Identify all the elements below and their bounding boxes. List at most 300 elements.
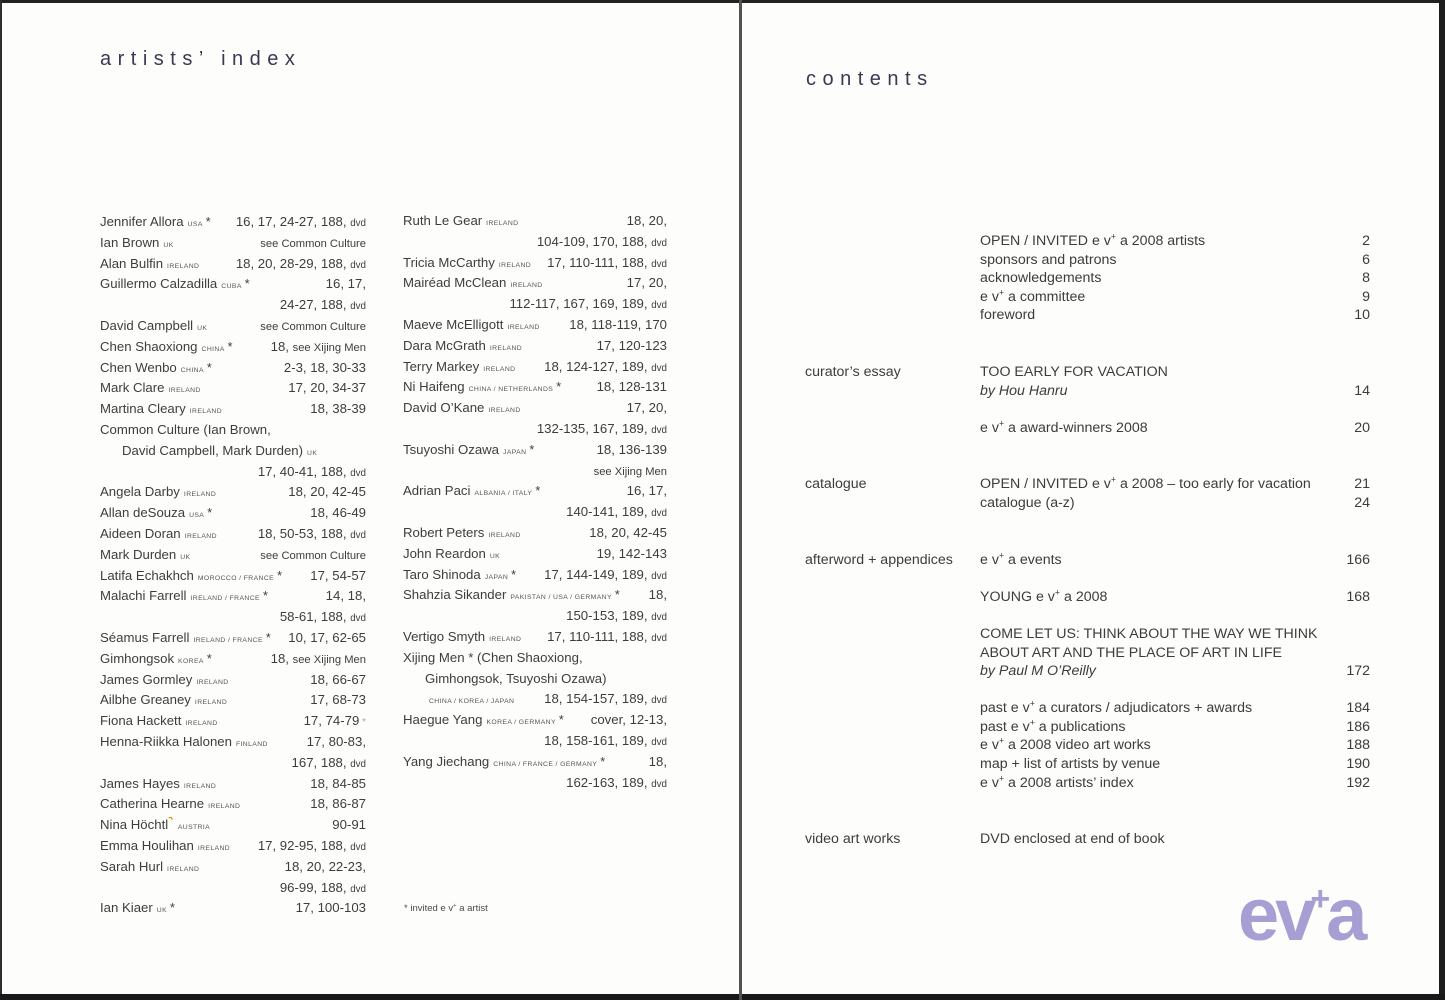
page-refs: 18, see Xijing Men xyxy=(270,338,366,354)
index-line xyxy=(403,255,667,276)
index-line xyxy=(100,859,366,880)
index-line xyxy=(100,900,366,921)
toc-page-number: 186 xyxy=(1346,718,1370,735)
index-line xyxy=(403,296,667,317)
page-refs: 140-141, 189, dvd xyxy=(566,504,667,520)
page-refs: 18, 128-131 xyxy=(596,379,667,395)
page-refs: see Common Culture xyxy=(260,320,366,333)
artist-country: USA xyxy=(187,221,203,228)
index-line-left xyxy=(100,276,250,291)
page-refs: 16, 17, 24-27, 188, dvd xyxy=(235,214,366,229)
index-line xyxy=(100,713,366,734)
artist-country: MOROCCO / FRANCE xyxy=(197,574,275,582)
toc-entry-text: e v+ a 2008 artists’ index xyxy=(980,772,1134,791)
index-line-left xyxy=(403,255,531,270)
toc-spacer xyxy=(805,606,1372,625)
index-line xyxy=(100,588,366,609)
toc-row xyxy=(980,232,1372,251)
invited-star: * xyxy=(558,713,564,728)
artist-country: UK xyxy=(163,241,174,249)
toc-page-number: 192 xyxy=(1346,774,1370,791)
page-refs: 17, 110-111, 188, dvd xyxy=(547,254,667,270)
contents-list xyxy=(805,232,1372,849)
index-line-left xyxy=(100,422,271,437)
artist-country: IRELAND xyxy=(208,803,241,811)
page-refs: 24-27, 188, dvd xyxy=(279,297,366,313)
artist-name: Xijing Men * (Chen Shaoxiong, xyxy=(403,649,583,665)
toc-entry-text: TOO EARLY FOR VACATION xyxy=(980,363,1168,380)
index-line xyxy=(100,380,366,401)
page-refs: 17, 80-83, xyxy=(306,733,366,749)
page-refs: 17, 20, xyxy=(626,400,667,416)
page-refs: 17, 54-57 xyxy=(310,567,366,583)
toc-row xyxy=(980,662,1372,681)
index-line xyxy=(100,339,366,360)
invited-star: * xyxy=(262,589,268,604)
artist-name: Guillermo Calzadilla xyxy=(100,276,218,292)
index-line xyxy=(403,379,667,400)
index-line-left xyxy=(403,567,516,582)
artist-name: Emma Houlihan xyxy=(100,837,194,853)
index-line-left xyxy=(100,813,211,833)
toc-section-label: video art works xyxy=(805,831,901,848)
page-refs: 104-109, 170, 188, dvd xyxy=(536,233,667,249)
page-refs: 132-135, 167, 189, dvd xyxy=(536,420,667,436)
index-line-left xyxy=(100,547,190,562)
index-line xyxy=(403,546,667,567)
toc-page-number: 190 xyxy=(1346,756,1370,773)
index-line xyxy=(403,463,667,484)
index-line xyxy=(403,234,667,255)
scan-edge-bottom xyxy=(0,994,1445,1000)
toc-entry-text: catalogue (a-z) xyxy=(980,494,1075,511)
page-refs: 18, 46-49 xyxy=(310,505,366,521)
artist-country: IRELAND xyxy=(510,282,543,290)
toc-entry-text: e v+ a committee xyxy=(980,287,1086,305)
index-line xyxy=(403,525,667,546)
index-line xyxy=(100,672,366,693)
index-line xyxy=(100,880,366,901)
artist-country: ALBANIA / ITALY xyxy=(474,490,533,498)
page-refs: 17, 110-111, 188, dvd xyxy=(547,628,667,644)
index-line xyxy=(403,587,667,608)
index-line-left xyxy=(100,484,216,499)
index-line xyxy=(403,275,667,296)
artist-name: Jennifer Allora xyxy=(100,214,184,229)
index-line-left xyxy=(403,525,521,540)
invited-star: * xyxy=(227,339,233,354)
toc-section-label: catalogue xyxy=(805,476,867,493)
invited-star: * xyxy=(265,630,271,645)
page-refs: 17, 120-123 xyxy=(596,337,667,353)
toc-spacer xyxy=(805,569,1372,588)
index-line xyxy=(100,813,366,838)
page-refs: see Xijing Men xyxy=(593,465,667,478)
artist-country: IRELAND / FRANCE xyxy=(193,636,263,644)
index-line xyxy=(403,691,667,712)
artist-name: Terry Markey xyxy=(403,358,480,374)
index-line-left xyxy=(403,317,540,332)
toc-page-number: 8 xyxy=(1362,270,1370,287)
artist-name: James Gormley xyxy=(100,671,193,687)
index-line-left xyxy=(403,442,534,457)
toc-section xyxy=(805,551,1372,793)
artist-name: Gimhongsok xyxy=(100,650,175,666)
index-line-left xyxy=(100,505,212,520)
artist-name: Gimhongsok, Tsuyoshi Ozawa) xyxy=(425,670,607,686)
artist-name: Dara McGrath xyxy=(403,337,486,353)
artist-country: IRELAND xyxy=(489,635,522,643)
artist-country: CHINA xyxy=(180,366,204,374)
artist-country: IRELAND / FRANCE xyxy=(190,595,260,603)
index-line-left xyxy=(100,318,207,333)
invited-star: * xyxy=(206,651,212,666)
index-line xyxy=(403,421,667,442)
page-refs: 18, 124-127, 189, dvd xyxy=(544,358,667,374)
index-line xyxy=(100,318,366,339)
index-line xyxy=(100,464,366,485)
toc-entry-text: YOUNG e v+ a 2008 xyxy=(980,586,1108,605)
index-line xyxy=(100,526,366,547)
index-line xyxy=(100,235,366,256)
index-line-left xyxy=(403,698,514,705)
artist-country: USA xyxy=(189,512,205,520)
toc-spacer xyxy=(805,400,1372,419)
page-refs: 18, 20, 42-45 xyxy=(288,484,366,500)
toc-row xyxy=(980,494,1372,513)
artist-country: IRELAND xyxy=(197,844,231,852)
toc-row xyxy=(980,718,1372,737)
artist-name: Tricia McCarthy xyxy=(403,254,495,270)
index-line xyxy=(403,504,667,525)
page-refs: 18, 84-85 xyxy=(310,775,366,791)
artist-country: IRELAND xyxy=(185,720,218,728)
page-refs: 17, 74-79 * xyxy=(303,713,366,729)
artist-name: Mark Clare xyxy=(100,380,165,396)
artist-name: Robert Peters xyxy=(403,524,485,540)
invited-star: * xyxy=(277,568,282,583)
artist-country: UK xyxy=(197,324,208,332)
index-line xyxy=(100,297,366,318)
artist-name: Alan Bulfin xyxy=(100,255,164,271)
index-line xyxy=(100,692,366,713)
index-line xyxy=(100,214,366,235)
toc-page-number: 6 xyxy=(1362,251,1370,268)
toc-row xyxy=(980,551,1372,570)
invited-star: * xyxy=(535,484,541,499)
index-line-left xyxy=(403,712,564,727)
artist-country: KOREA / GERMANY xyxy=(486,719,556,727)
artist-country: JAPAN xyxy=(503,448,527,456)
index-line xyxy=(100,838,366,859)
index-line-left xyxy=(100,235,174,250)
artist-name: Adrian Paci xyxy=(403,483,471,499)
index-line xyxy=(100,547,366,568)
artist-country: IRELAND xyxy=(488,531,521,539)
page-refs: 18, 20, xyxy=(626,213,667,228)
artist-name: Taro Shinoda xyxy=(403,566,481,582)
index-line xyxy=(403,671,667,692)
page-refs: cover, 12-13, xyxy=(590,712,667,728)
page-refs: 10, 17, 62-65 xyxy=(288,629,366,645)
artist-country: IRELAND xyxy=(189,408,223,416)
toc-page-number: 24 xyxy=(1354,494,1370,511)
artist-name: Aideen Doran xyxy=(100,525,181,541)
invited-star: * xyxy=(511,567,516,582)
page-refs: 17, 68-73 xyxy=(310,692,366,708)
toc-row xyxy=(980,251,1372,270)
artist-country: IRELAND xyxy=(489,344,523,352)
index-line xyxy=(100,651,366,672)
page-refs: 18, see Xijing Men xyxy=(270,650,366,666)
index-line xyxy=(403,442,667,463)
artist-name: John Reardon xyxy=(403,545,486,561)
index-line-left xyxy=(100,651,212,666)
index-line xyxy=(100,796,366,817)
artist-name: Angela Darby xyxy=(100,484,180,500)
scan-edge-left xyxy=(0,0,2,1000)
artist-name: Ian Kiaer xyxy=(100,900,153,916)
toc-row xyxy=(980,755,1372,774)
page-refs: 18, 136-139 xyxy=(596,441,667,457)
artist-name: Tsuyoshi Ozawa xyxy=(403,441,500,457)
index-line xyxy=(100,505,366,526)
artist-name: Shahzia Sikander xyxy=(403,587,507,603)
artist-name: James Hayes xyxy=(100,775,180,791)
index-line-left xyxy=(100,672,229,687)
index-line-left xyxy=(100,360,212,375)
artist-name: Chen Shaoxiong xyxy=(100,338,198,354)
index-line-left xyxy=(403,650,583,665)
artist-country: IRELAND xyxy=(183,782,217,790)
index-line-left xyxy=(403,483,540,498)
toc-row xyxy=(980,419,1372,438)
toc-page-number: 10 xyxy=(1354,307,1370,324)
index-line xyxy=(403,400,667,421)
toc-entry-text: ABOUT ART AND THE PLACE OF ART IN LIFE xyxy=(980,644,1282,661)
page-refs: 18, 50-53, 188, dvd xyxy=(257,525,366,541)
artist-name: Yang Jiechang xyxy=(403,753,490,769)
artist-name: Ailbhe Greaney xyxy=(100,692,191,708)
eva-logo-plus-icon: + xyxy=(1310,880,1331,918)
artist-country: AUSTRIA xyxy=(177,824,211,832)
page-refs: 2-3, 18, 30-33 xyxy=(283,359,366,375)
index-line-left xyxy=(403,400,521,415)
toc-row xyxy=(980,736,1372,755)
artist-country: UK xyxy=(156,907,168,915)
toc-entry-text: map + list of artists by venue xyxy=(980,756,1161,773)
index-line xyxy=(403,483,667,504)
toc-row xyxy=(980,475,1372,494)
page-spine-divider xyxy=(739,0,742,1000)
artist-name: Latifa Echakhch xyxy=(100,567,194,583)
page-refs: 17, 40-41, 188, dvd xyxy=(257,463,366,479)
toc-row xyxy=(980,699,1372,718)
toc-row xyxy=(980,363,1372,382)
index-line xyxy=(100,276,366,297)
index-line-left xyxy=(100,734,268,749)
index-footnote: * invited e v+ a artist xyxy=(404,902,488,914)
toc-entry-text: COME LET US: THINK ABOUT THE WAY WE THINK xyxy=(980,625,1318,642)
index-column-1 xyxy=(100,214,366,921)
index-line-left xyxy=(100,630,271,645)
index-line xyxy=(100,401,366,422)
index-line xyxy=(100,609,366,630)
page-refs: 14, 18, xyxy=(325,588,366,604)
toc-section xyxy=(805,475,1372,512)
index-line xyxy=(403,754,667,775)
index-line-left xyxy=(403,213,518,228)
page-refs: 17, 144-149, 189, dvd xyxy=(544,566,667,582)
artist-country: CHINA / FRANCE / GERMANY xyxy=(493,760,598,768)
page-refs: 19, 142-143 xyxy=(596,545,667,561)
toc-entry-text: by Paul M O’Reilly xyxy=(980,663,1096,680)
page-refs: see Common Culture xyxy=(260,237,366,250)
artist-country: IRELAND xyxy=(507,323,540,331)
index-column-2 xyxy=(403,213,667,795)
index-line xyxy=(403,775,667,796)
toc-spacer xyxy=(805,681,1372,700)
index-line xyxy=(100,422,366,443)
index-line xyxy=(403,629,667,650)
index-line-left xyxy=(403,671,607,686)
scan-edge-top xyxy=(0,0,1445,3)
artist-country: IRELAND xyxy=(196,678,229,686)
artist-name: Mairéad McClean xyxy=(403,275,507,291)
page-refs: 18, 38-39 xyxy=(310,401,366,417)
index-line xyxy=(403,733,667,754)
page-refs: 58-61, 188, dvd xyxy=(279,609,366,625)
page-refs: 17, 20, xyxy=(626,275,667,291)
index-line-left xyxy=(100,526,217,541)
artist-country: UK xyxy=(180,553,191,561)
orange-pen-mark: › xyxy=(164,813,178,823)
toc-page-number: 184 xyxy=(1346,700,1370,717)
index-line xyxy=(100,360,366,381)
toc-section-label: curator’s essay xyxy=(805,363,901,380)
invited-star: * xyxy=(170,901,175,916)
eva-logo xyxy=(1238,873,1364,956)
index-line-left xyxy=(403,587,620,602)
index-line-left xyxy=(100,214,211,229)
toc-entry-text: DVD enclosed at end of book xyxy=(980,831,1165,848)
toc-page-number: 14 xyxy=(1354,382,1370,399)
artists-index-title: artists’ index xyxy=(100,48,302,70)
toc-page-number: 188 xyxy=(1346,737,1370,754)
artist-name: Allan deSouza xyxy=(100,505,186,521)
artist-country: IRELAND xyxy=(498,261,532,269)
index-line-left xyxy=(100,380,201,395)
page-refs: 162-163, 189, dvd xyxy=(566,774,667,790)
artist-country: PAKISTAN / USA / GERMANY xyxy=(510,594,612,602)
index-line-left xyxy=(403,359,515,374)
artist-name: Ni Haifeng xyxy=(403,379,465,395)
artist-country: CUBA xyxy=(221,283,242,291)
index-line xyxy=(403,317,667,338)
index-line xyxy=(403,650,667,671)
index-line-left xyxy=(100,838,230,853)
toc-entry-text: past e v+ a curators / adjudicators + awards xyxy=(980,698,1253,717)
artist-name: Chen Wenbo xyxy=(100,359,177,375)
toc-page-number: 21 xyxy=(1354,476,1370,493)
page-refs: 112-117, 167, 169, 189, dvd xyxy=(509,296,667,312)
eva-logo-ev: ev xyxy=(1238,873,1313,956)
toc-entry-text: OPEN / INVITED e v+ a 2008 artists xyxy=(980,231,1206,249)
index-line xyxy=(100,755,366,776)
page-refs: 18, xyxy=(648,753,667,769)
artist-country: CHINA xyxy=(201,345,225,353)
page-refs: 17, 100-103 xyxy=(295,900,366,916)
invited-star: * xyxy=(205,215,211,229)
artist-country: FINLAND xyxy=(235,740,268,748)
index-line-left xyxy=(100,776,216,791)
toc-entry-text: OPEN / INVITED e v+ a 2008 – too early for vacation xyxy=(980,474,1311,493)
page-refs: 17, 20, 34-37 xyxy=(288,380,366,396)
artist-country: IRELAND xyxy=(483,365,516,373)
artist-name: Nina Höchtl xyxy=(100,817,169,833)
toc-page-number: 20 xyxy=(1354,419,1370,436)
index-line-left xyxy=(100,568,282,583)
index-line-left xyxy=(100,588,268,603)
toc-entry-text: past e v+ a publications xyxy=(980,717,1126,735)
page-refs: 18, 158-161, 189, dvd xyxy=(544,732,667,748)
index-line-left xyxy=(100,692,227,707)
index-line-left xyxy=(403,275,543,290)
toc-entry-text: acknowledgements xyxy=(980,270,1102,287)
artist-country: CHINA / KOREA / JAPAN xyxy=(429,698,515,706)
index-line-left xyxy=(100,443,317,458)
artist-country: IRELAND xyxy=(167,262,200,270)
index-line xyxy=(100,734,366,755)
index-line xyxy=(100,484,366,505)
toc-page-number: 172 xyxy=(1346,663,1370,680)
toc-row xyxy=(980,306,1372,325)
index-line-left xyxy=(100,859,199,874)
index-line-left xyxy=(403,379,561,394)
artist-country: JAPAN xyxy=(484,573,509,581)
index-line-left xyxy=(100,401,222,416)
index-line xyxy=(403,608,667,629)
index-line-left xyxy=(100,900,175,915)
page-refs: 150-153, 189, dvd xyxy=(566,608,667,624)
toc-entry-text: e v+ a 2008 video art works xyxy=(980,735,1151,754)
faint-star-mark: * xyxy=(359,717,366,729)
invited-star: * xyxy=(614,588,620,603)
index-line xyxy=(403,338,667,359)
page-refs: 18, 66-67 xyxy=(310,671,366,687)
index-line-left xyxy=(100,339,233,354)
toc-page-number: 9 xyxy=(1362,288,1370,305)
toc-entry-text: e v+ a award-winners 2008 xyxy=(980,418,1148,436)
artist-name: Vertigo Smyth xyxy=(403,628,486,644)
artist-country: KOREA xyxy=(178,657,204,665)
artist-country: IRELAND xyxy=(168,387,201,395)
artist-name: Fiona Hackett xyxy=(100,713,182,729)
artist-country: IRELAND xyxy=(167,865,200,873)
index-line-left xyxy=(403,629,521,644)
index-line xyxy=(403,359,667,380)
artist-country: UK xyxy=(307,449,318,457)
toc-row xyxy=(980,625,1372,644)
toc-row xyxy=(980,774,1372,793)
toc-page-number: 168 xyxy=(1346,588,1370,605)
page-refs: 17, 92-95, 188, dvd xyxy=(257,837,366,853)
toc-page-number: 166 xyxy=(1346,551,1370,568)
artist-country: IRELAND xyxy=(486,220,519,227)
artist-name: Haegue Yang xyxy=(403,712,483,728)
toc-row xyxy=(980,588,1372,607)
invited-star: * xyxy=(244,277,250,292)
